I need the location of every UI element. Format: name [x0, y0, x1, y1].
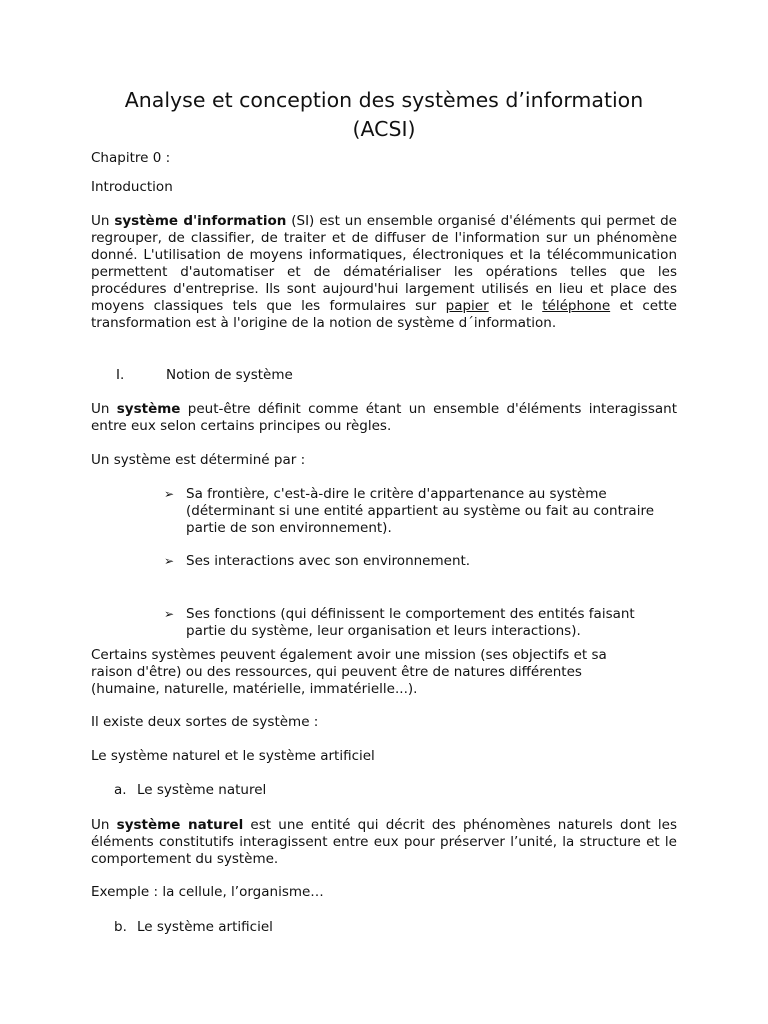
naturel-def-bold: système naturel — [116, 817, 244, 833]
determine-par: Un système est déterminé par : — [91, 452, 306, 468]
naturel-definition — [91, 817, 677, 868]
arrow-bullet-icon: ➢ — [164, 554, 175, 568]
certains-paragraph: Certains systèmes peuvent également avoir une mission (ses objectifs et sa raison d'être) ou des ressources, qui peuvent être de natures différentes (humaine, naturelle, matérielle, immatérielle...). — [91, 647, 607, 697]
intro-paragraph — [91, 213, 677, 332]
link-telephone[interactable]: téléphone — [542, 298, 611, 314]
bullet-item — [164, 606, 666, 640]
intro-bold-term: système d'information — [114, 213, 287, 229]
systeme-definition — [91, 401, 677, 435]
bullet-item — [164, 553, 666, 570]
chapter-label: Chapitre 0 : — [91, 150, 171, 166]
arrow-bullet-icon: ➢ — [164, 607, 175, 621]
systeme-def-text-2: peut-être définit comme étant un ensemble d'éléments interagissant entre eux selon certains principes ou règles. — [91, 401, 677, 434]
naturel-def-text-2: est une entité qui décrit des phénomènes naturels dont les éléments constitutifs interagissent entre eux pour préserver l’unité, la structure et le comportement du système. — [91, 817, 677, 867]
bullet-text: Sa frontière, c'est-à-dire le critère d'appartenance au système (déterminant si une entité appartient au système ou fait au contraire partie de son environnement). — [186, 486, 655, 536]
naturel-artificiel: Le système naturel et le système artificiel — [91, 748, 375, 764]
intro-text-1: Un — [91, 213, 115, 229]
bullet-item — [164, 486, 666, 537]
arrow-bullet-icon: ➢ — [164, 487, 175, 501]
subsection-a-number: a. — [114, 782, 127, 798]
introduction-heading: Introduction — [91, 179, 173, 195]
deux-sortes: Il existe deux sortes de système : — [91, 714, 319, 730]
subsection-b-number: b. — [114, 919, 127, 935]
link-papier[interactable]: papier — [445, 298, 489, 314]
section-1-label: Notion de système — [166, 367, 293, 383]
intro-text-4: et cette transformation est à l'origine de la notion de système d´information. — [91, 298, 677, 331]
intro-text-3: et le — [488, 298, 543, 314]
exemple-line: Exemple : la cellule, l’organisme… — [91, 884, 324, 900]
title-line-2: (ACSI) — [352, 117, 416, 141]
document-title — [91, 86, 677, 144]
systeme-def-bold: système — [116, 401, 181, 417]
bullet-text: Ses interactions avec son environnement. — [186, 553, 471, 569]
bullet-text: Ses fonctions (qui définissent le comportement des entités faisant partie du système, leur organisation et leurs interactions). — [186, 606, 635, 639]
intro-text-2: (SI) est un ensemble organisé d'éléments qui permet de regrouper, de classifier, de traiter et de diffuser de l'information sur un phénomène donné. L'utilisation de moyens informatiques, électroniques et la télécommunication permettent d'automatiser et de dématérialiser les opérations telles que les procédures d'entreprise. Ils sont aujourd'hui largement utilisés en lieu et place des moyens classiques tels que les formulaires sur — [91, 213, 677, 314]
section-1-number: I. — [116, 367, 125, 383]
systeme-def-text-1: Un — [91, 401, 117, 417]
naturel-def-text-1: Un — [91, 817, 117, 833]
subsection-a-label: Le système naturel — [137, 782, 267, 798]
title-line-1: Analyse et conception des systèmes d’information — [124, 88, 644, 112]
subsection-b-label: Le système artificiel — [137, 919, 273, 935]
